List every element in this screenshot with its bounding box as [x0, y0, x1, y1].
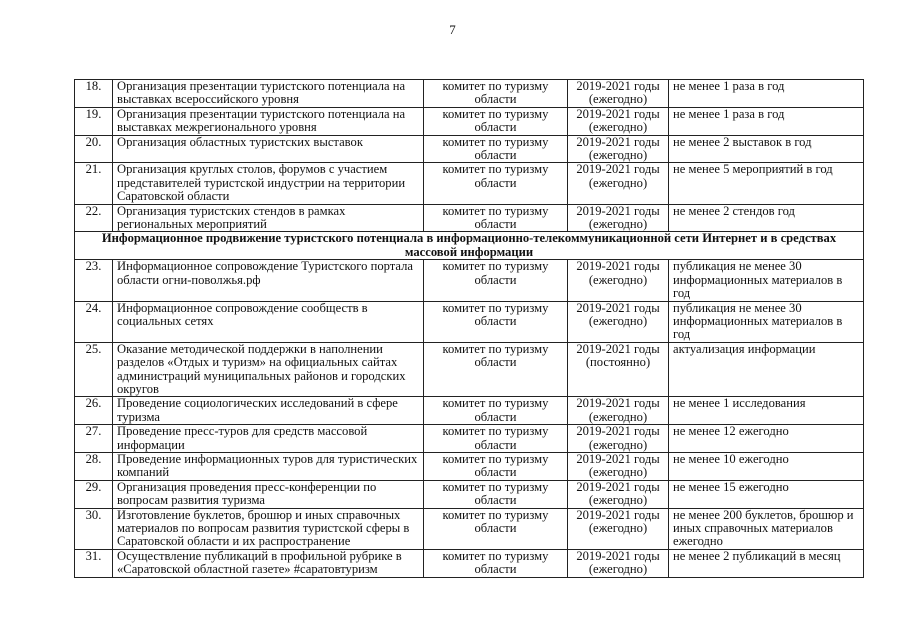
row-number: 24. [75, 301, 113, 342]
indicator-cell: публикация не менее 30 информационных материалов в год [669, 301, 864, 342]
indicator-cell: не менее 200 буклетов, брошюр и иных справочных материалов ежегодно [669, 508, 864, 549]
activity-cell: Организация презентации туристского потенциала на выставках межрегионального уровня [113, 107, 424, 135]
executor-cell: комитет по туризму области [424, 342, 568, 397]
table-row [75, 80, 864, 108]
period-cell: 2019-2021 годы (ежегодно) [568, 549, 669, 577]
period-cell: 2019-2021 годы (постоянно) [568, 342, 669, 397]
table-row [75, 163, 864, 204]
period-cell: 2019-2021 годы (ежегодно) [568, 107, 669, 135]
table-row [75, 301, 864, 342]
row-number: 19. [75, 107, 113, 135]
indicator-cell: не менее 10 ежегодно [669, 452, 864, 480]
executor-cell: комитет по туризму области [424, 549, 568, 577]
executor-cell: комитет по туризму области [424, 508, 568, 549]
indicator-cell: не менее 1 раза в год [669, 107, 864, 135]
executor-cell: комитет по туризму области [424, 452, 568, 480]
table-row [75, 342, 864, 397]
row-number: 29. [75, 480, 113, 508]
indicator-cell: не менее 15 ежегодно [669, 480, 864, 508]
activity-cell: Организация круглых столов, форумов с участием представителей туристской индустрии на территории Саратовской области [113, 163, 424, 204]
indicator-cell: не менее 5 мероприятий в год [669, 163, 864, 204]
executor-cell: комитет по туризму области [424, 107, 568, 135]
activity-cell: Информационное сопровождение Туристского портала области огни-поволжья.рф [113, 260, 424, 301]
executor-cell: комитет по туризму области [424, 397, 568, 425]
indicator-cell: не менее 1 исследования [669, 397, 864, 425]
period-cell: 2019-2021 годы (ежегодно) [568, 204, 669, 232]
table-body-after-section [75, 260, 864, 577]
activity-cell: Информационное сопровождение сообществ в социальных сетях [113, 301, 424, 342]
table-body-before-section [75, 80, 864, 232]
indicator-cell: не менее 12 ежегодно [669, 425, 864, 453]
indicator-cell: не менее 2 стендов год [669, 204, 864, 232]
section-title: Информационное продвижение туристского потенциала в информационно-телекоммуникационной сети Интернет и в средствах массовой информации [75, 232, 864, 260]
table-section [75, 232, 864, 260]
table-row [75, 549, 864, 577]
activity-cell: Проведение социологических исследований в сфере туризма [113, 397, 424, 425]
row-number: 27. [75, 425, 113, 453]
activity-cell: Организация презентации туристского потенциала на выставках всероссийского уровня [113, 80, 424, 108]
executor-cell: комитет по туризму области [424, 480, 568, 508]
indicator-cell: не менее 1 раза в год [669, 80, 864, 108]
row-number: 20. [75, 135, 113, 163]
indicator-cell: не менее 2 публикаций в месяц [669, 549, 864, 577]
activity-cell: Организация областных туристских выставок [113, 135, 424, 163]
table-row [75, 204, 864, 232]
activity-cell: Оказание методической поддержки в наполнении разделов «Отдых и туризм» на официальных сайтах администраций муниципальных районов и городских округов [113, 342, 424, 397]
row-number: 21. [75, 163, 113, 204]
executor-cell: комитет по туризму области [424, 204, 568, 232]
indicator-cell: публикация не менее 30 информационных материалов в год [669, 260, 864, 301]
row-number: 31. [75, 549, 113, 577]
activity-cell: Проведение информационных туров для туристических компаний [113, 452, 424, 480]
activities-table [74, 79, 864, 578]
executor-cell: комитет по туризму области [424, 260, 568, 301]
row-number: 25. [75, 342, 113, 397]
indicator-cell: актуализация информации [669, 342, 864, 397]
period-cell: 2019-2021 годы (ежегодно) [568, 425, 669, 453]
executor-cell: комитет по туризму области [424, 301, 568, 342]
executor-cell: комитет по туризму области [424, 163, 568, 204]
indicator-cell: не менее 2 выставок в год [669, 135, 864, 163]
table-row [75, 107, 864, 135]
row-number: 22. [75, 204, 113, 232]
activity-cell: Осуществление публикаций в профильной рубрике в «Саратовской областной газете» #саратовтуризм [113, 549, 424, 577]
row-number: 18. [75, 80, 113, 108]
table-row [75, 508, 864, 549]
executor-cell: комитет по туризму области [424, 425, 568, 453]
page-number: 7 [449, 22, 456, 37]
period-cell: 2019-2021 годы (ежегодно) [568, 80, 669, 108]
executor-cell: комитет по туризму области [424, 80, 568, 108]
executor-cell: комитет по туризму области [424, 135, 568, 163]
period-cell: 2019-2021 годы (ежегодно) [568, 163, 669, 204]
row-number: 23. [75, 260, 113, 301]
row-number: 26. [75, 397, 113, 425]
activity-cell: Изготовление буклетов, брошюр и иных справочных материалов по вопросам развития туристской сферы в Саратовской области и их распространение [113, 508, 424, 549]
period-cell: 2019-2021 годы (ежегодно) [568, 397, 669, 425]
table-row [75, 480, 864, 508]
table-row [75, 425, 864, 453]
period-cell: 2019-2021 годы (ежегодно) [568, 260, 669, 301]
table-row [75, 135, 864, 163]
row-number: 30. [75, 508, 113, 549]
row-number: 28. [75, 452, 113, 480]
table-row [75, 452, 864, 480]
period-cell: 2019-2021 годы (ежегодно) [568, 480, 669, 508]
period-cell: 2019-2021 годы (ежегодно) [568, 508, 669, 549]
activity-cell: Проведение пресс-туров для средств массовой информации [113, 425, 424, 453]
activity-cell: Организация проведения пресс-конференции по вопросам развития туризма [113, 480, 424, 508]
table-row [75, 260, 864, 301]
period-cell: 2019-2021 годы (ежегодно) [568, 301, 669, 342]
period-cell: 2019-2021 годы (ежегодно) [568, 135, 669, 163]
activity-cell: Организация туристских стендов в рамках региональных мероприятий [113, 204, 424, 232]
period-cell: 2019-2021 годы (ежегодно) [568, 452, 669, 480]
section-row [75, 232, 864, 260]
table-row [75, 397, 864, 425]
